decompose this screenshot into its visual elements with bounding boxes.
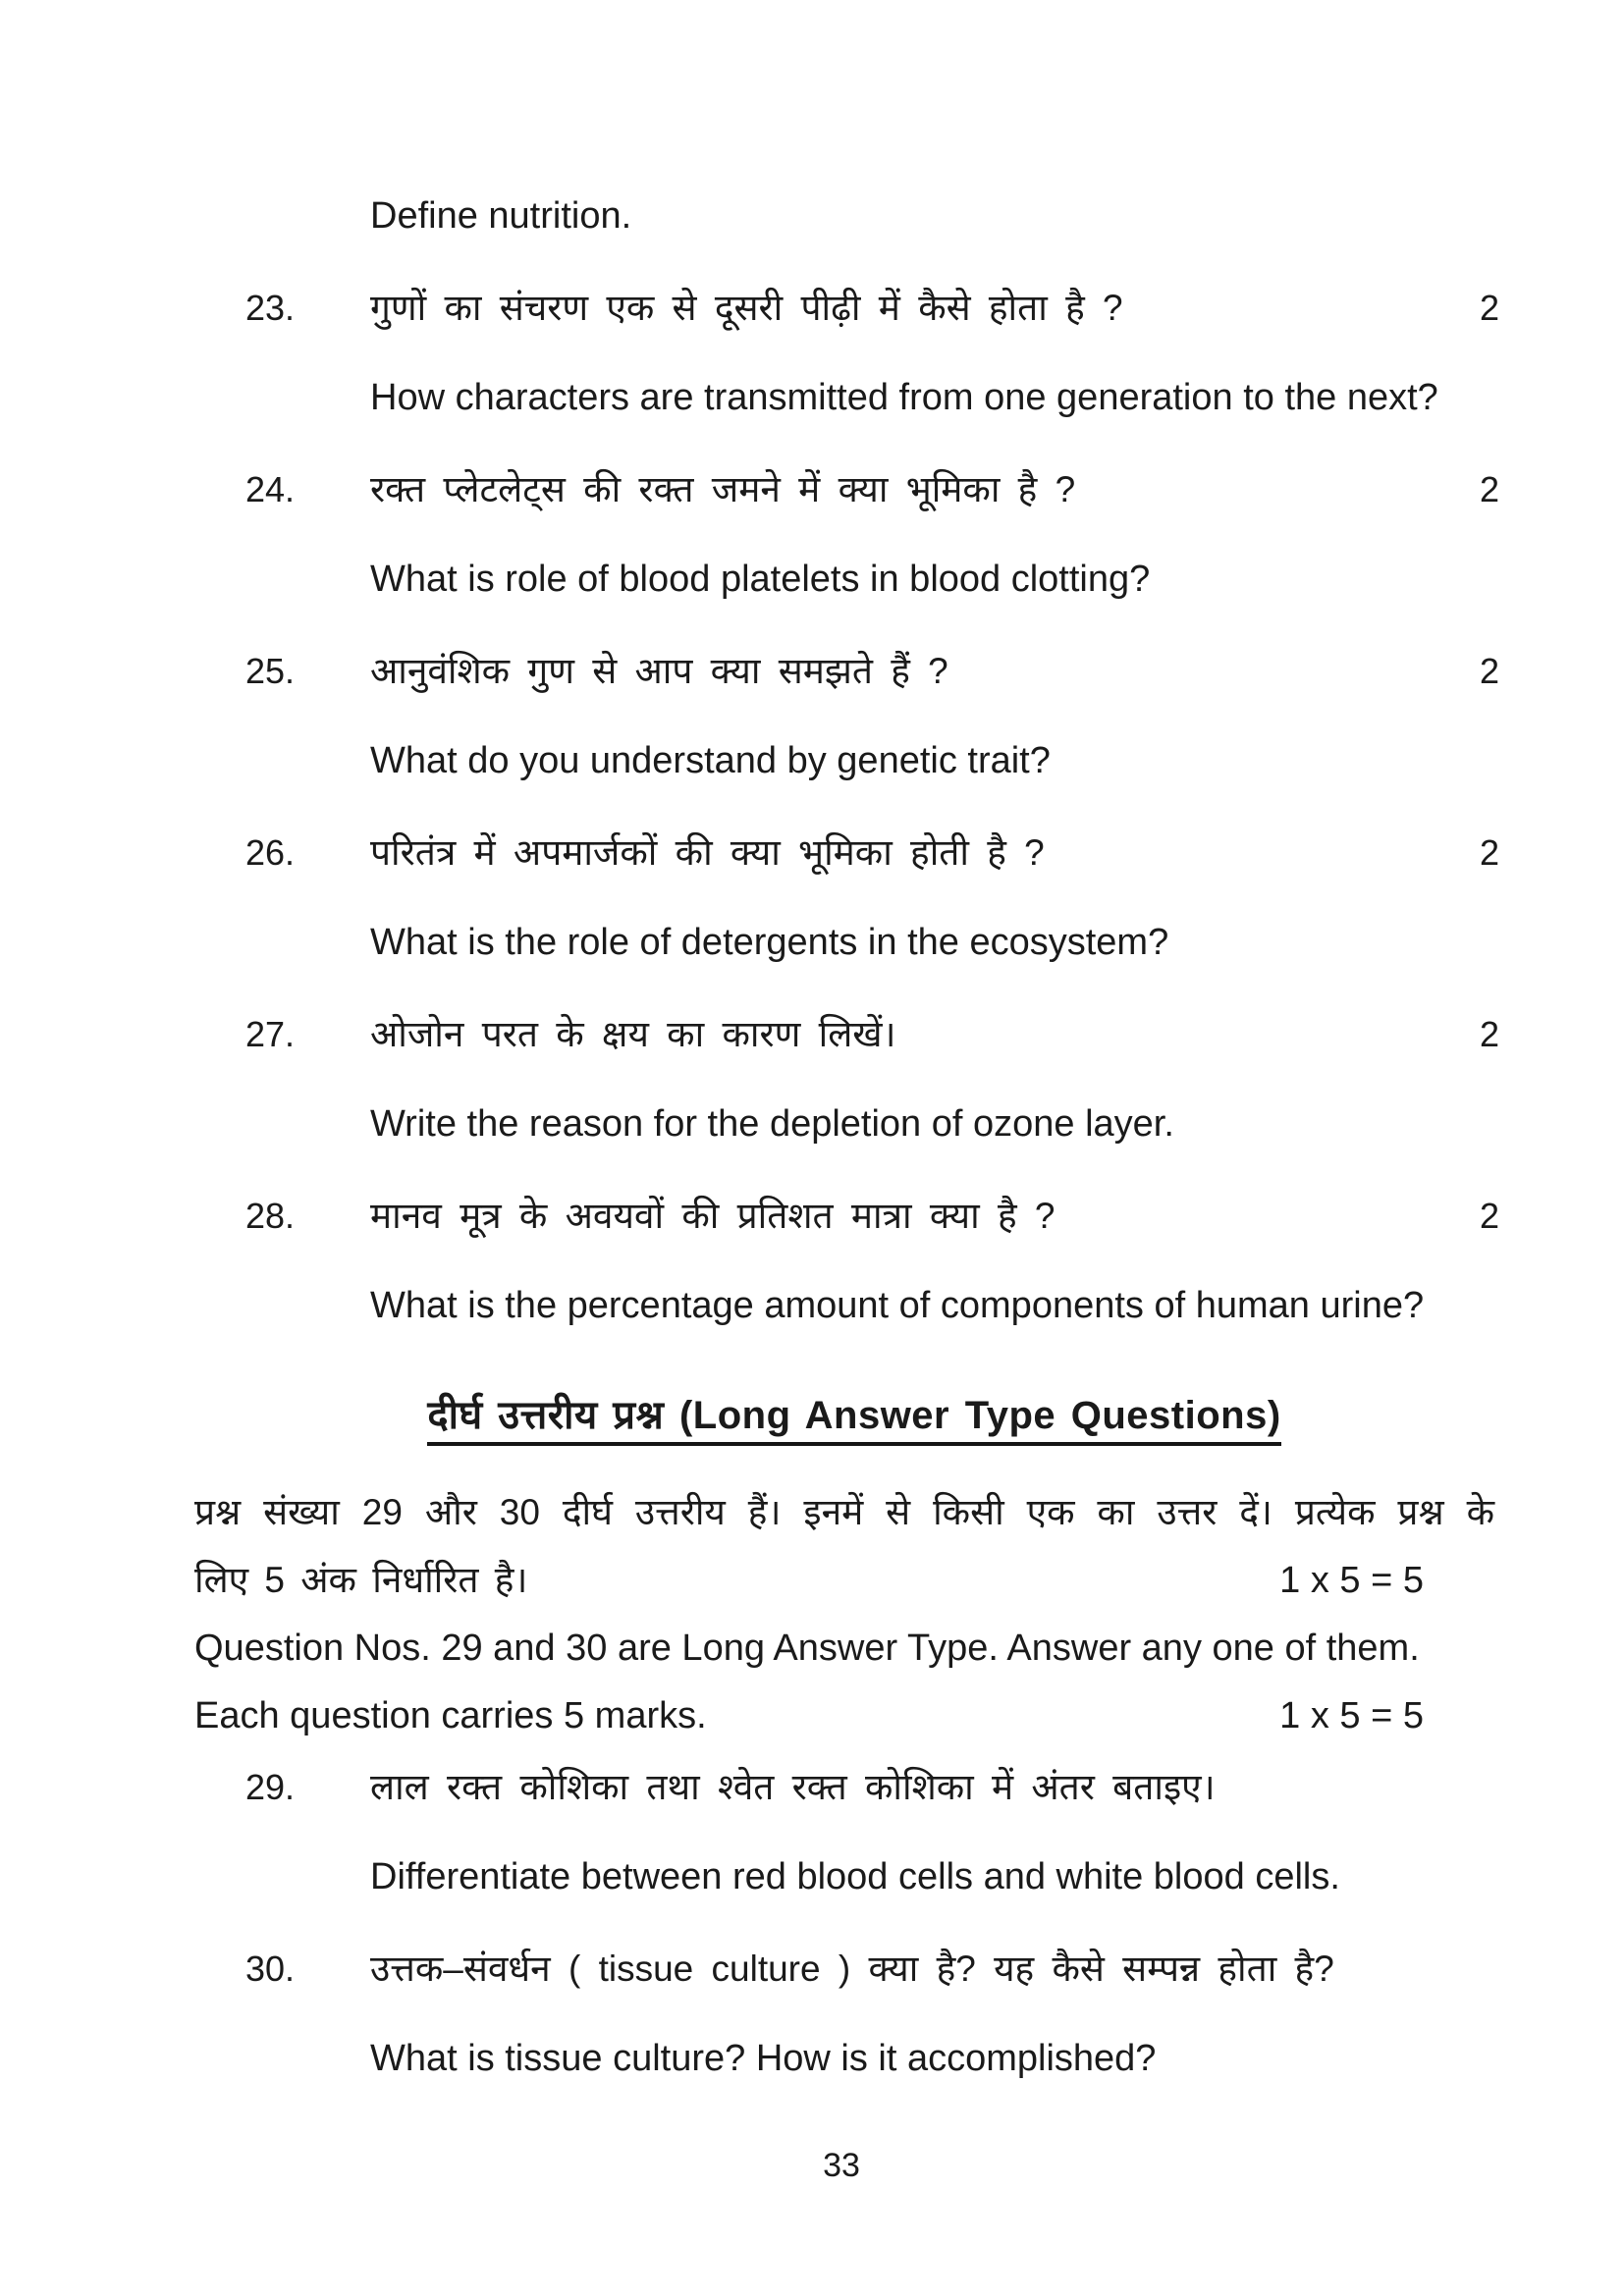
question-row: [245, 1946, 1565, 1993]
question-row: [245, 1193, 1565, 1240]
marks-formula: 1 x 5 = 5: [1279, 1695, 1424, 1736]
question-row: [245, 1011, 1565, 1058]
answer-line-english: Define nutrition.: [370, 195, 632, 237]
section-instructions: [194, 1490, 1494, 1738]
section-heading-wrap: [0, 1389, 1624, 1451]
instruction-row: [194, 1558, 1494, 1603]
question-text-hindi: लाल रक्त कोशिका तथा श्वेत रक्त कोशिका में अंतर बताइए।: [370, 1767, 1216, 1807]
question-text-english: What do you understand by genetic trait?: [370, 740, 1051, 781]
question-number: 29.: [245, 1767, 296, 1807]
question-text-hindi: परितंत्र में अपमार्जकों की क्या भूमिका होती है ?: [370, 832, 1045, 873]
question-text-english: What is role of blood platelets in blood clotting?: [370, 559, 1151, 600]
question-marks: 2: [1480, 651, 1500, 691]
question-text-english: What is tissue culture? How is it accomplished?: [370, 2038, 1157, 2079]
question-number: 23.: [245, 288, 296, 328]
marks-formula: 1 x 5 = 5: [1279, 1560, 1424, 1601]
question-number: 24.: [245, 469, 296, 509]
instruction-line-hindi-2: लिए 5 अंक निर्धारित है।: [194, 1560, 528, 1600]
question-text-english: What is the role of detergents in the ecosystem?: [370, 922, 1169, 963]
question-number: 25.: [245, 651, 296, 691]
question-text-english: Write the reason for the depletion of ozone layer.: [370, 1103, 1174, 1145]
question-marks: 2: [1480, 832, 1500, 873]
question-text-hindi: ओजोन परत के क्षय का कारण लिखें।: [370, 1014, 896, 1054]
question-row: [245, 285, 1565, 332]
instruction-line-hindi-1: प्रश्न संख्या 29 और 30 दीर्घ उत्तरीय हैं। इनमें से किसी एक का उत्तर दें। प्रत्येक प्रश्न के: [194, 1492, 1494, 1532]
page-number: 33: [823, 2147, 860, 2184]
question-text-hindi: मानव मूत्र के अवयवों की प्रतिशत मात्रा क्या है ?: [370, 1196, 1056, 1236]
question-number: 27.: [245, 1014, 296, 1054]
instruction-line-english-2: Each question carries 5 marks.: [194, 1695, 707, 1736]
question-marks: 2: [1480, 1014, 1500, 1054]
question-number: 26.: [245, 832, 296, 873]
question-row: [245, 829, 1565, 877]
question-text-hindi: रक्त प्लेटलेट्स की रक्त जमने में क्या भूमिका है ?: [370, 469, 1076, 509]
instruction-row: [194, 1693, 1494, 1738]
section-heading: दीर्घ उत्तरीय प्रश्न (Long Answer Type Questions): [427, 1394, 1280, 1446]
question-row: [245, 648, 1565, 695]
question-marks: 2: [1480, 288, 1500, 328]
question-text-hindi: उत्तक–संवर्धन ( tissue culture ) क्या है? यह कैसे सम्पन्न होता है?: [370, 1949, 1334, 1989]
question-text-english: Differentiate between red blood cells and white blood cells.: [370, 1856, 1340, 1897]
question-row: [245, 1764, 1565, 1811]
question-text-hindi: गुणों का संचरण एक से दूसरी पीढ़ी में कैसे होता है ?: [370, 288, 1123, 328]
question-text-hindi: आनुवंशिक गुण से आप क्या समझते हैं ?: [370, 651, 948, 691]
question-marks: 2: [1480, 469, 1500, 509]
question-number: 28.: [245, 1196, 296, 1236]
question-text-english: How characters are transmitted from one generation to the next?: [370, 377, 1438, 418]
instruction-line-english-1: Question Nos. 29 and 30 are Long Answer Type. Answer any one of them.: [194, 1628, 1420, 1669]
question-number: 30.: [245, 1949, 296, 1989]
question-marks: 2: [1480, 1196, 1500, 1236]
question-text-english: What is the percentage amount of components of human urine?: [370, 1285, 1425, 1326]
instruction-row: [194, 1626, 1494, 1671]
question-row: [245, 466, 1565, 513]
